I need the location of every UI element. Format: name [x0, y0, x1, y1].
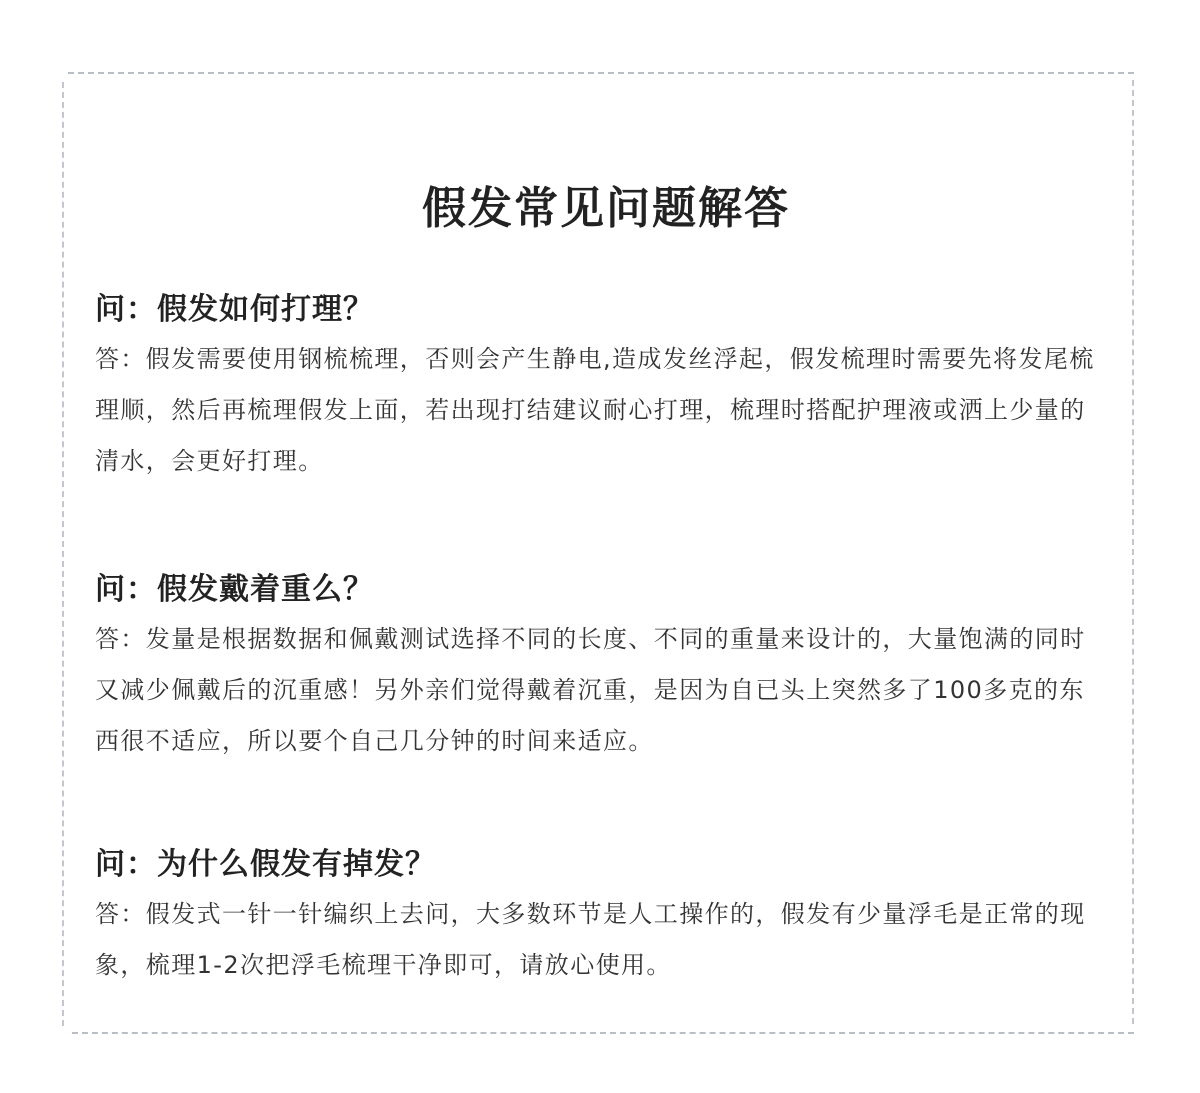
faq-answer: 答：假发需要使用钢梳梳理，否则会产生静电,造成发丝浮起，假发梳理时需要先将发尾梳理顺，然后再梳理假发上面，若出现打结建议耐心打理，梳理时搭配护理液或洒上少量的清水，会更好打理。 [95, 345, 1095, 475]
frame-bottom-border [72, 1032, 1134, 1034]
faq-item [95, 568, 1110, 767]
faq-question: 问：假发戴着重么？ [95, 572, 374, 607]
faq-answer: 答：发量是根据数据和佩戴测试选择不同的长度、不同的重量来设计的，大量饱满的同时又减少佩戴后的沉重感！另外亲们觉得戴着沉重，是因为自已头上突然多了100多克的东西很不适应，所以要个自己几分钟的时间来适应。 [95, 625, 1086, 755]
faq-question: 问：为什么假发有掉发？ [95, 847, 436, 882]
faq-question: 问：假发如何打理？ [95, 292, 374, 327]
faq-answer: 答：假发式一针一针编织上去问，大多数环节是人工操作的，假发有少量浮毛是正常的现象，梳理1-2次把浮毛梳理干净即可，请放心使用。 [95, 900, 1086, 979]
page-title: 假发常见问题解答 [422, 183, 790, 234]
faq-item [95, 843, 1110, 991]
faq-item [95, 288, 1110, 487]
frame-top-border [68, 72, 1134, 74]
